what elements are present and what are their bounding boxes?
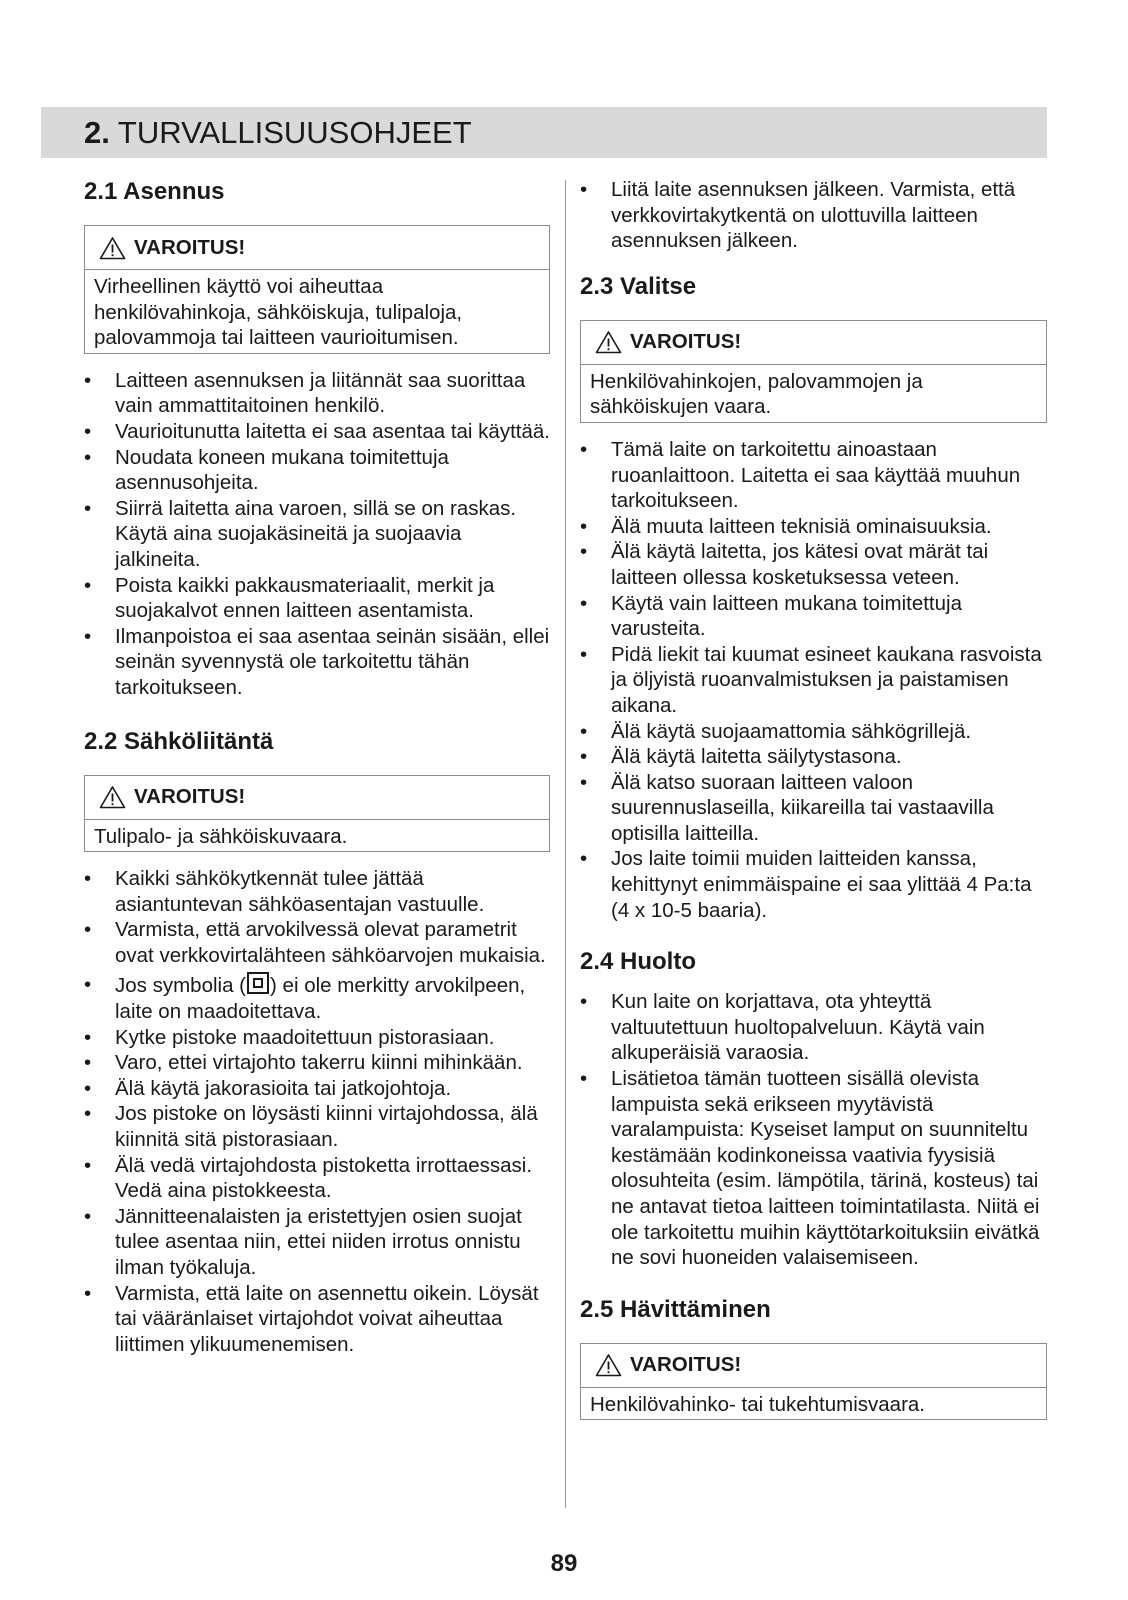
list-item: • Varmista, että laite on asennettu oikein. Löysät tai vääränlaiset virtajohdot voivat aiheuttaa liittimen ylikuumenemisen. <box>84 1281 550 1358</box>
warning-header <box>581 321 1046 365</box>
list-item: • Kaikki sähkökytkennät tulee jättää asiantuntevan sähköasentajan vastuulle. <box>84 866 550 917</box>
warning-triangle-icon <box>99 785 126 809</box>
list-huolto <box>580 989 1047 1271</box>
list-item: • Liitä laite asennuksen jälkeen. Varmista, että verkkovirtakytkentä on ulottuvilla laitteen asennuksen jälkeen. <box>580 177 1047 254</box>
warning-label: VAROITUS! <box>134 785 246 809</box>
list-item: • Laitteen asennuksen ja liitännät saa suorittaa vain ammattitaitoinen henkilö. <box>84 368 550 419</box>
warning-header <box>581 1344 1046 1388</box>
section-title-bar <box>41 107 1047 158</box>
list-sahkoliitanta-continued <box>580 177 1047 254</box>
page-number: 89 <box>550 1550 578 1577</box>
warning-label: VAROITUS! <box>630 1353 742 1377</box>
double-insulation-icon <box>247 972 269 994</box>
list-item: • Pidä liekit tai kuumat esineet kaukana rasvoista ja öljyistä ruoanvalmistuksen ja paistamisen aikana. <box>580 642 1047 719</box>
heading-valitse: 2.3 Valitse <box>580 272 697 300</box>
list-item: • Käytä vain laitteen mukana toimitettuja varusteita. <box>580 591 1047 642</box>
warning-text: Virheellinen käyttö voi aiheuttaa henkilövahinkoja, sähköiskuja, tulipaloja, palovammoja tai laitteen vaurioitumisen. <box>94 275 463 350</box>
warning-text: Henkilövahinkojen, palovammojen ja sähköiskujen vaara. <box>590 369 923 419</box>
list-valitse <box>580 437 1047 923</box>
list-item: • Jännitteenalaisten ja eristettyjen osien suojat tulee asentaa niin, ettei niiden irrotus onnistu ilman työkaluja. <box>84 1204 550 1281</box>
list-item: • Poista kaikki pakkausmateriaalit, merkit ja suojakalvot ennen laitteen asentamista. <box>84 573 550 624</box>
warning-box-havittaminen <box>580 1343 1047 1421</box>
warning-triangle-icon <box>595 330 622 354</box>
warning-label: VAROITUS! <box>134 235 246 259</box>
right-column <box>580 177 1047 1420</box>
list-item: • Ilmanpoistoa ei saa asentaa seinän sisään, ellei seinän syvennystä ole tarkoitettu tähän tarkoitukseen. <box>84 624 550 701</box>
warning-box-valitse <box>580 320 1047 423</box>
list-item: • Älä käytä laitetta säilytystasona. <box>580 744 1047 770</box>
heading-sahkoliitanta: 2.2 Sähköliitäntä <box>84 727 274 755</box>
list-item: • Tämä laite on tarkoitettu ainoastaan ruoanlaittoon. Laitetta ei saa käyttää muuhun tarkoitukseen. <box>580 437 1047 514</box>
list-item: • Älä käytä suojaamattomia sähkögrillejä. <box>580 719 1047 745</box>
column-divider <box>565 180 566 1508</box>
warning-triangle-icon <box>595 1353 622 1377</box>
warning-box-asennus <box>84 225 550 354</box>
list-item: • Jos laite toimii muiden laitteiden kanssa, kehittynyt enimmäispaine ei saa ylittää 4 Pa:ta (4 x 10-5 baaria). <box>580 846 1047 923</box>
list-item: • Siirrä laitetta aina varoen, sillä se on raskas. Käytä aina suojakäsineitä ja suojaavia jalkineita. <box>84 496 550 573</box>
list-item-symbol: • Jos symbolia ( ) ei ole merkitty arvokilpeen, laite on maadoitettava. <box>84 972 550 1024</box>
warning-header <box>85 226 549 270</box>
list-item: • Varo, ettei virtajohto takerru kiinni mihinkään. <box>84 1050 550 1076</box>
warning-text: Tulipalo- ja sähköiskuvaara. <box>94 824 348 848</box>
warning-box-sahkoliitanta <box>84 775 550 853</box>
warning-triangle-icon <box>99 236 126 260</box>
list-item: • Jos pistoke on löysästi kiinni virtajohdossa, älä kiinnitä sitä pistorasiaan. <box>84 1101 550 1152</box>
heading-asennus: 2.1 Asennus <box>84 178 225 205</box>
heading-havittaminen: 2.5 Hävittäminen <box>580 1295 771 1323</box>
section-number: 2. <box>84 115 110 150</box>
warning-label: VAROITUS! <box>630 330 742 354</box>
section-title: TURVALLISUUSOHJEET <box>117 115 472 150</box>
list-item: • Vaurioitunutta laitetta ei saa asentaa tai käyttää. <box>84 419 550 445</box>
warning-header <box>85 776 549 820</box>
list-item: • Kun laite on korjattava, ota yhteyttä valtuutettuun huoltopalveluun. Käytä vain alkuperäisiä varaosia. <box>580 989 1047 1066</box>
list-item: • Kytke pistoke maadoitettuun pistorasiaan. <box>84 1025 550 1051</box>
list-item: • Älä käytä jakorasioita tai jatkojohtoja. <box>84 1076 550 1102</box>
warning-text: Henkilövahinko- tai tukehtumisvaara. <box>590 1392 925 1416</box>
list-item: • Älä katso suoraan laitteen valoon suurennuslaseilla, kiikareilla tai vastaavilla optisilla laitteilla. <box>580 770 1047 847</box>
list-item: • Lisätietoa tämän tuotteen sisällä olevista lampuista sekä erikseen myytävistä varalampuista: Kyseiset lamput on suunniteltu kestämään kodinkoneissa vaativia fyysisiä olosuhteita (esim. lämpötila, tärinä, kosteus) tai ne antavat tietoa laitteen toimintatilasta. Niitä ei ole tarkoitettu muihin käyttötarkoituksiin eivätkä ne sovi huoneiden valaisemiseen. <box>580 1066 1047 1271</box>
list-item: • Älä vedä virtajohdosta pistoketta irrottaessasi. Vedä aina pistokkeesta. <box>84 1153 550 1204</box>
list-asennus <box>84 368 550 701</box>
list-item: • Älä muuta laitteen teknisiä ominaisuuksia. <box>580 514 1047 540</box>
heading-huolto: 2.4 Huolto <box>580 948 697 976</box>
list-item: • Varmista, että arvokilvessä olevat parametrit ovat verkkovirtalähteen sähköarvojen mukaisia. <box>84 917 550 968</box>
list-item: • Älä käytä laitetta, jos kätesi ovat märät tai laitteen ollessa kosketuksessa veteen. <box>580 539 1047 590</box>
list-sahkoliitanta <box>84 866 550 1357</box>
left-column <box>84 177 550 1357</box>
list-item: • Noudata koneen mukana toimitettuja asennusohjeita. <box>84 445 550 496</box>
